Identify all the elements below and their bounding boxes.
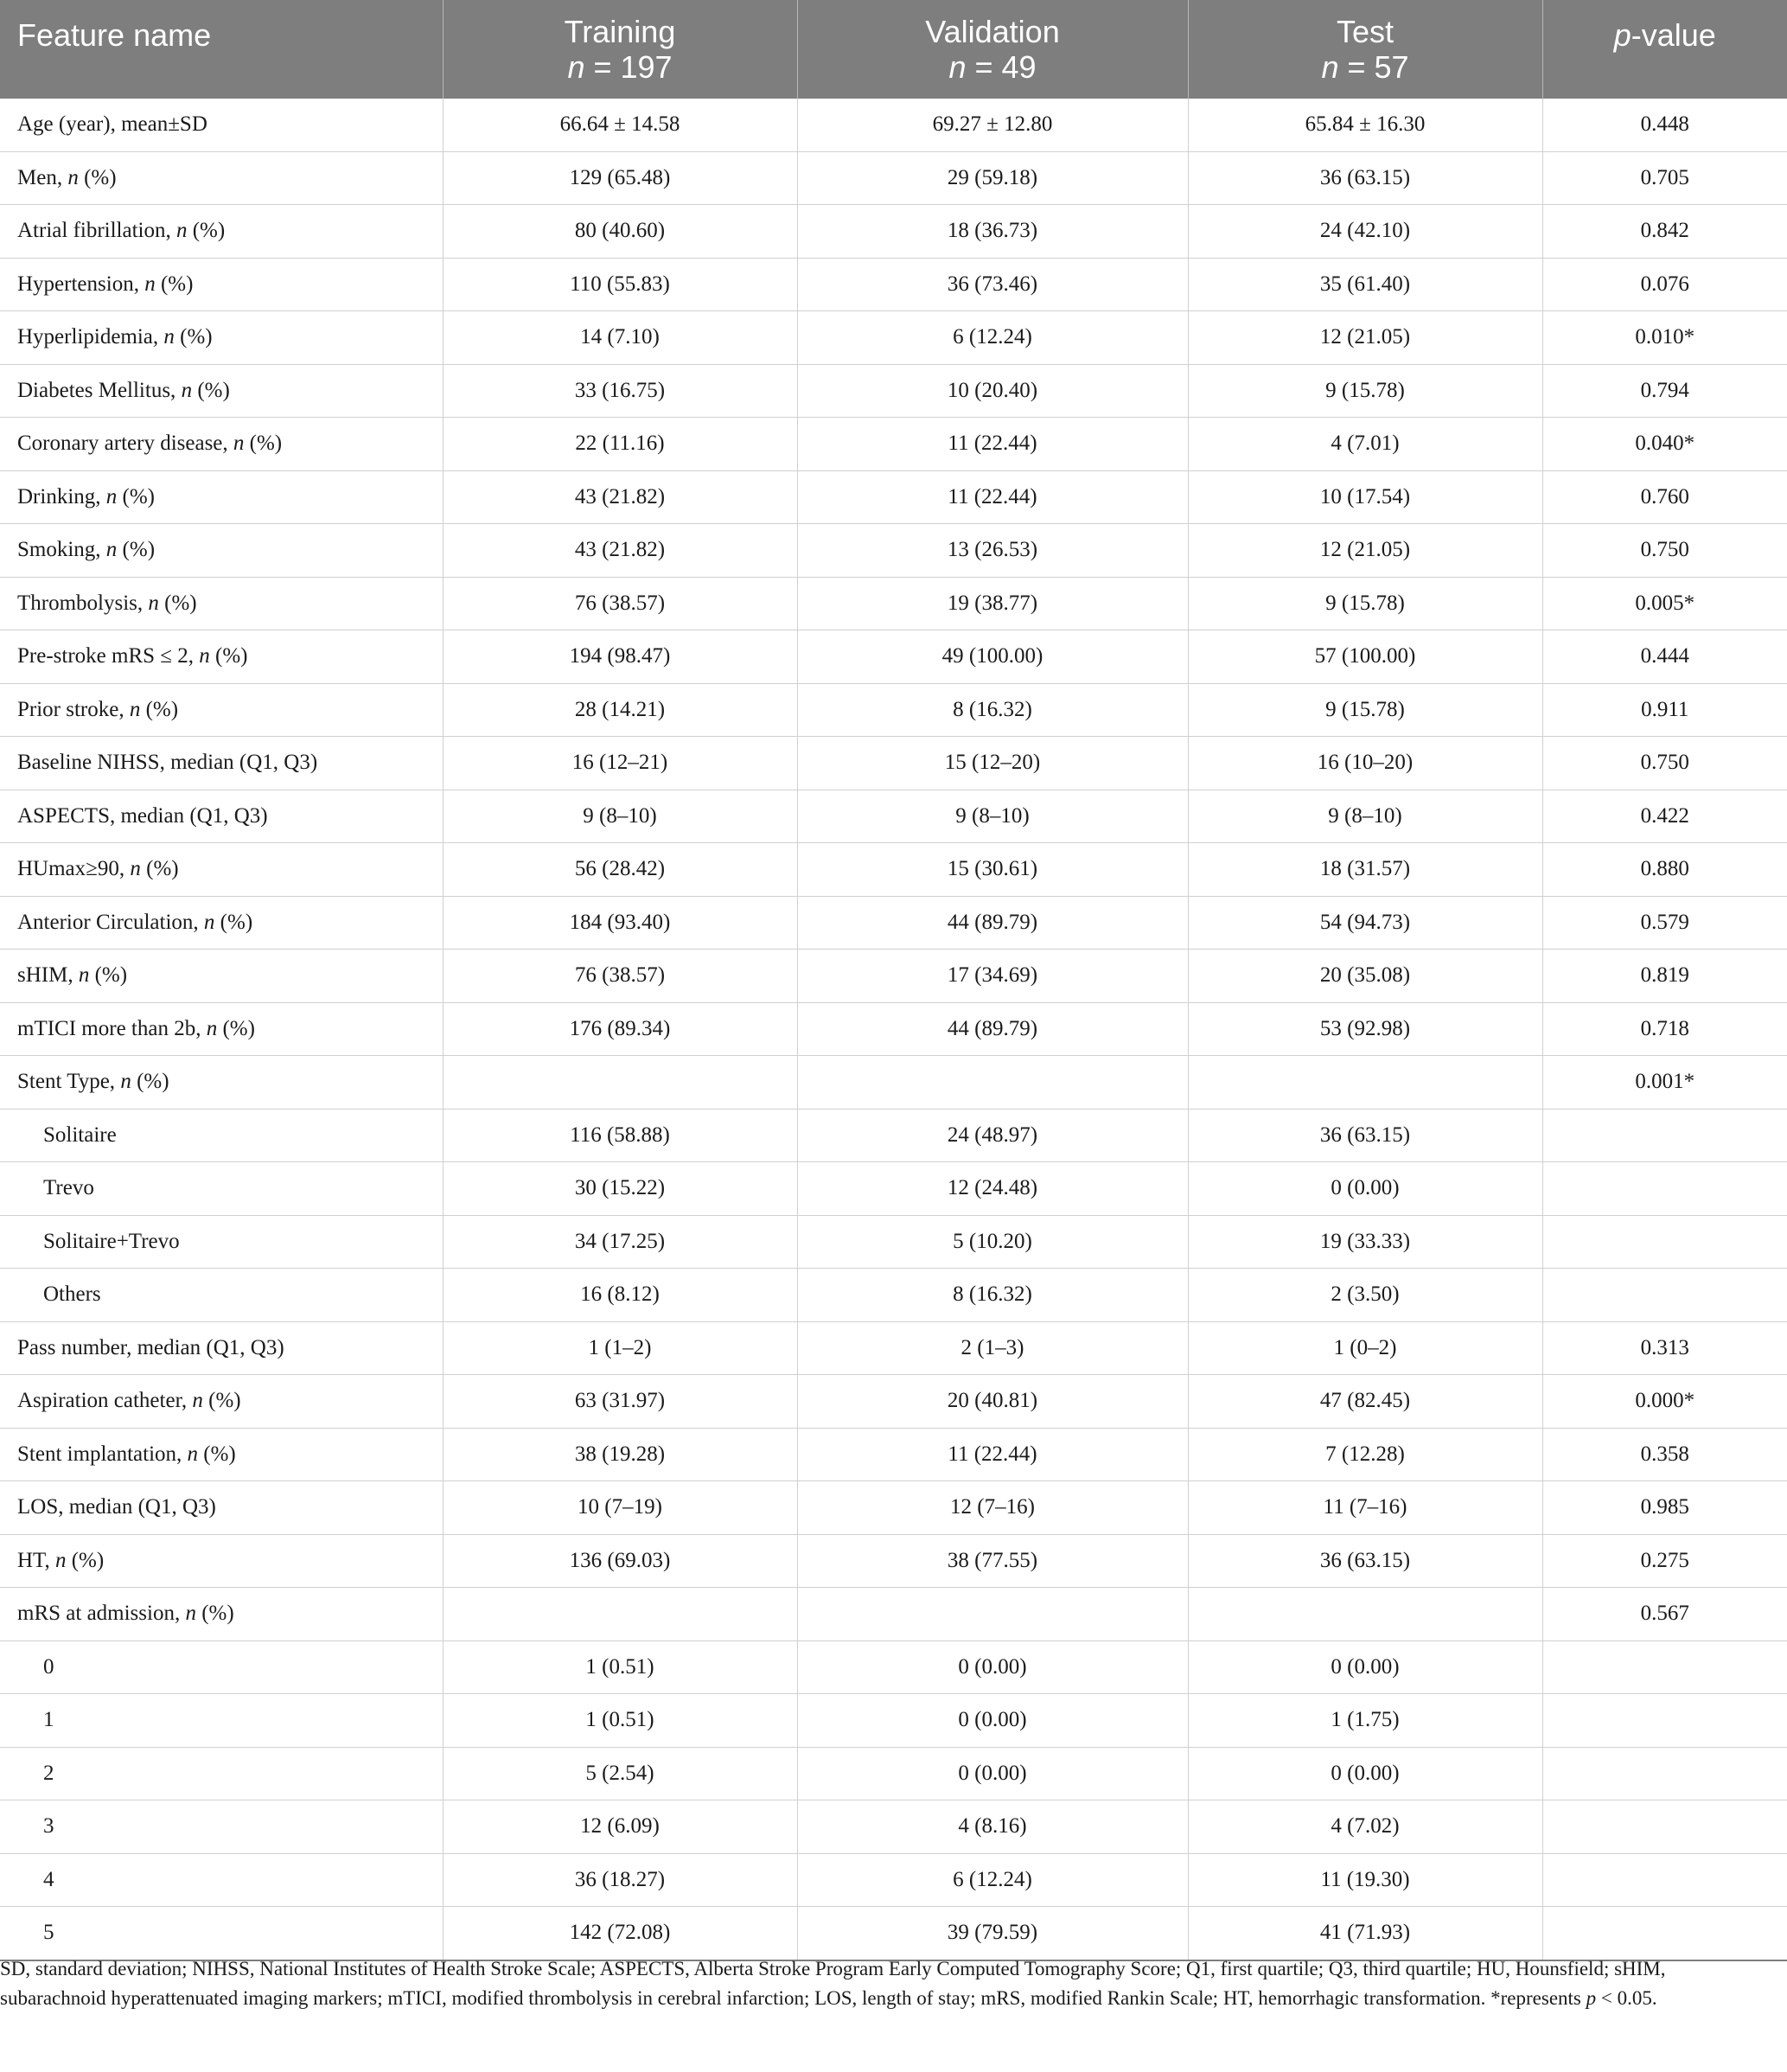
training-cell: 1 (0.51) bbox=[443, 1640, 797, 1694]
validation-cell: 44 (89.79) bbox=[797, 896, 1188, 950]
test-cell: 65.84 ± 16.30 bbox=[1188, 99, 1542, 151]
table-row bbox=[0, 1640, 1787, 1694]
feature-cell: Solitaire+Trevo bbox=[0, 1215, 443, 1269]
header-feature-name-label: Feature name bbox=[17, 17, 212, 53]
training-cell: 176 (89.34) bbox=[443, 1002, 797, 1056]
feature-cell: Stent implantation, n (%) bbox=[0, 1428, 443, 1481]
test-cell: 0 (0.00) bbox=[1188, 1640, 1542, 1694]
table-row bbox=[0, 364, 1787, 418]
header-training-label: Training bbox=[564, 14, 676, 49]
header-feature-name bbox=[0, 0, 443, 99]
training-cell: 30 (15.22) bbox=[443, 1162, 797, 1216]
validation-cell: 8 (16.32) bbox=[797, 1269, 1188, 1322]
feature-cell: Baseline NIHSS, median (Q1, Q3) bbox=[0, 737, 443, 790]
validation-cell: 9 (8–10) bbox=[797, 790, 1188, 843]
table-footnote bbox=[0, 1954, 1770, 2013]
validation-cell: 18 (36.73) bbox=[797, 205, 1188, 259]
training-cell: 28 (14.21) bbox=[443, 683, 797, 737]
feature-cell: Men, n (%) bbox=[0, 151, 443, 205]
feature-cell: Pass number, median (Q1, Q3) bbox=[0, 1321, 443, 1375]
p-value-cell: 0.880 bbox=[1542, 843, 1787, 897]
test-cell: 41 (71.93) bbox=[1188, 1907, 1542, 1960]
table-row bbox=[0, 524, 1787, 578]
test-cell: 2 (3.50) bbox=[1188, 1269, 1542, 1322]
validation-cell: 0 (0.00) bbox=[797, 1747, 1188, 1800]
table-row bbox=[0, 311, 1787, 365]
feature-cell: Smoking, n (%) bbox=[0, 524, 443, 578]
test-cell: 9 (8–10) bbox=[1188, 790, 1542, 843]
feature-cell: 4 bbox=[0, 1853, 443, 1907]
footnote-text: SD, standard deviation; NIHSS, National Institutes of Health Stroke Scale; ASPECTS, Alberta Stroke Program Early Computed Tomography Score; Q1, first quartile; Q3, third quartile; HU, Hounsfield; sHIM, subarachnoid hyperattenuated imaging markers; mTICI, modified thrombolysis in cerebral infarction; LOS, length of stay; mRS, modified Rankin Scale; HT, hemorrhagic transformation. *represents p < 0.05. bbox=[0, 1958, 1666, 2009]
table-row bbox=[0, 1588, 1787, 1641]
p-value-cell: 0.448 bbox=[1542, 99, 1787, 151]
p-value-cell: 0.819 bbox=[1542, 950, 1787, 1003]
table-row bbox=[0, 1800, 1787, 1854]
test-cell: 24 (42.10) bbox=[1188, 205, 1542, 259]
p-value-cell bbox=[1542, 1747, 1787, 1800]
training-cell: 80 (40.60) bbox=[443, 205, 797, 259]
validation-cell: 4 (8.16) bbox=[797, 1800, 1188, 1854]
validation-cell: 19 (38.77) bbox=[797, 577, 1188, 630]
validation-cell: 15 (30.61) bbox=[797, 843, 1188, 897]
table-header bbox=[0, 0, 1787, 99]
test-cell: 18 (31.57) bbox=[1188, 843, 1542, 897]
training-cell: 38 (19.28) bbox=[443, 1428, 797, 1481]
validation-cell: 0 (0.00) bbox=[797, 1694, 1188, 1748]
training-cell: 116 (58.88) bbox=[443, 1109, 797, 1162]
table-row bbox=[0, 1215, 1787, 1269]
p-value-cell: 0.750 bbox=[1542, 524, 1787, 578]
test-cell: 12 (21.05) bbox=[1188, 311, 1542, 365]
p-value-cell bbox=[1542, 1109, 1787, 1162]
p-value-cell bbox=[1542, 1694, 1787, 1748]
feature-cell: 2 bbox=[0, 1747, 443, 1800]
test-cell: 1 (0–2) bbox=[1188, 1321, 1542, 1375]
table-row bbox=[0, 258, 1787, 311]
table-body bbox=[0, 99, 1787, 1960]
p-value-cell bbox=[1542, 1269, 1787, 1322]
table-row bbox=[0, 1109, 1787, 1162]
training-cell bbox=[443, 1056, 797, 1110]
test-cell bbox=[1188, 1588, 1542, 1641]
p-value-cell: 0.794 bbox=[1542, 364, 1787, 418]
feature-cell: 5 bbox=[0, 1907, 443, 1960]
p-value-cell: 0.422 bbox=[1542, 790, 1787, 843]
validation-cell: 11 (22.44) bbox=[797, 418, 1188, 471]
test-cell: 9 (15.78) bbox=[1188, 364, 1542, 418]
validation-cell: 10 (20.40) bbox=[797, 364, 1188, 418]
p-value-cell: 0.705 bbox=[1542, 151, 1787, 205]
training-cell: 184 (93.40) bbox=[443, 896, 797, 950]
table-row bbox=[0, 737, 1787, 790]
test-cell: 9 (15.78) bbox=[1188, 577, 1542, 630]
test-cell: 12 (21.05) bbox=[1188, 524, 1542, 578]
training-cell: 56 (28.42) bbox=[443, 843, 797, 897]
test-cell: 20 (35.08) bbox=[1188, 950, 1542, 1003]
feature-cell: Prior stroke, n (%) bbox=[0, 683, 443, 737]
table-row bbox=[0, 950, 1787, 1003]
table-row bbox=[0, 1747, 1787, 1800]
table-row bbox=[0, 1481, 1787, 1535]
validation-cell: 15 (12–20) bbox=[797, 737, 1188, 790]
validation-cell: 36 (73.46) bbox=[797, 258, 1188, 311]
feature-cell: LOS, median (Q1, Q3) bbox=[0, 1481, 443, 1535]
training-cell: 43 (21.82) bbox=[443, 470, 797, 524]
p-value-cell: 0.275 bbox=[1542, 1534, 1787, 1588]
test-cell: 10 (17.54) bbox=[1188, 470, 1542, 524]
validation-cell: 49 (100.00) bbox=[797, 630, 1188, 684]
p-value-cell: 0.010* bbox=[1542, 311, 1787, 365]
feature-cell: Pre-stroke mRS ≤ 2, n (%) bbox=[0, 630, 443, 684]
validation-cell bbox=[797, 1588, 1188, 1641]
validation-cell: 5 (10.20) bbox=[797, 1215, 1188, 1269]
p-value-cell: 0.358 bbox=[1542, 1428, 1787, 1481]
p-value-cell bbox=[1542, 1215, 1787, 1269]
feature-cell: 0 bbox=[0, 1640, 443, 1694]
validation-cell: 39 (79.59) bbox=[797, 1907, 1188, 1960]
table-row bbox=[0, 1853, 1787, 1907]
training-cell: 5 (2.54) bbox=[443, 1747, 797, 1800]
feature-cell: Hypertension, n (%) bbox=[0, 258, 443, 311]
test-cell: 9 (15.78) bbox=[1188, 683, 1542, 737]
table-row bbox=[0, 1428, 1787, 1481]
feature-cell: Diabetes Mellitus, n (%) bbox=[0, 364, 443, 418]
validation-cell: 12 (24.48) bbox=[797, 1162, 1188, 1216]
table-row bbox=[0, 151, 1787, 205]
training-cell: 1 (0.51) bbox=[443, 1694, 797, 1748]
header-test bbox=[1188, 0, 1542, 99]
feature-cell: Others bbox=[0, 1269, 443, 1322]
training-cell: 142 (72.08) bbox=[443, 1907, 797, 1960]
p-value-cell bbox=[1542, 1907, 1787, 1960]
training-cell: 22 (11.16) bbox=[443, 418, 797, 471]
validation-cell: 12 (7–16) bbox=[797, 1481, 1188, 1535]
training-cell: 12 (6.09) bbox=[443, 1800, 797, 1854]
p-value-cell: 0.718 bbox=[1542, 1002, 1787, 1056]
header-validation-label: Validation bbox=[925, 14, 1060, 49]
table-row bbox=[0, 1162, 1787, 1216]
p-value-cell bbox=[1542, 1640, 1787, 1694]
p-value-cell: 0.001* bbox=[1542, 1056, 1787, 1110]
test-cell: 1 (1.75) bbox=[1188, 1694, 1542, 1748]
test-cell: 11 (19.30) bbox=[1188, 1853, 1542, 1907]
feature-cell: ASPECTS, median (Q1, Q3) bbox=[0, 790, 443, 843]
table-row bbox=[0, 843, 1787, 897]
feature-cell: sHIM, n (%) bbox=[0, 950, 443, 1003]
header-test-n: n = 57 bbox=[1321, 49, 1409, 85]
training-cell: 10 (7–19) bbox=[443, 1481, 797, 1535]
header-test-label: Test bbox=[1336, 14, 1394, 49]
test-cell: 36 (63.15) bbox=[1188, 151, 1542, 205]
validation-cell: 6 (12.24) bbox=[797, 311, 1188, 365]
p-value-cell: 0.076 bbox=[1542, 258, 1787, 311]
validation-cell: 20 (40.81) bbox=[797, 1375, 1188, 1429]
p-value-cell bbox=[1542, 1800, 1787, 1854]
header-training-n: n = 197 bbox=[567, 49, 673, 85]
validation-cell: 44 (89.79) bbox=[797, 1002, 1188, 1056]
test-cell: 47 (82.45) bbox=[1188, 1375, 1542, 1429]
table-row bbox=[0, 1534, 1787, 1588]
feature-cell: Anterior Circulation, n (%) bbox=[0, 896, 443, 950]
test-cell: 36 (63.15) bbox=[1188, 1534, 1542, 1588]
table-row bbox=[0, 683, 1787, 737]
test-cell: 0 (0.00) bbox=[1188, 1162, 1542, 1216]
header-p-value-label: p-value bbox=[1613, 17, 1716, 53]
test-cell: 54 (94.73) bbox=[1188, 896, 1542, 950]
training-cell: 76 (38.57) bbox=[443, 950, 797, 1003]
training-cell: 1 (1–2) bbox=[443, 1321, 797, 1375]
table-row bbox=[0, 1694, 1787, 1748]
feature-cell: Stent Type, n (%) bbox=[0, 1056, 443, 1110]
validation-cell: 0 (0.00) bbox=[797, 1640, 1188, 1694]
feature-cell: Coronary artery disease, n (%) bbox=[0, 418, 443, 471]
p-value-cell: 0.911 bbox=[1542, 683, 1787, 737]
feature-cell: Thrombolysis, n (%) bbox=[0, 577, 443, 630]
feature-cell: Aspiration catheter, n (%) bbox=[0, 1375, 443, 1429]
table-row bbox=[0, 790, 1787, 843]
feature-cell: Age (year), mean±SD bbox=[0, 99, 443, 151]
validation-cell: 2 (1–3) bbox=[797, 1321, 1188, 1375]
test-cell: 19 (33.33) bbox=[1188, 1215, 1542, 1269]
feature-cell: Atrial fibrillation, n (%) bbox=[0, 205, 443, 259]
training-cell: 16 (8.12) bbox=[443, 1269, 797, 1322]
validation-cell: 17 (34.69) bbox=[797, 950, 1188, 1003]
p-value-cell: 0.313 bbox=[1542, 1321, 1787, 1375]
table-row bbox=[0, 896, 1787, 950]
p-value-cell: 0.000* bbox=[1542, 1375, 1787, 1429]
test-cell: 16 (10–20) bbox=[1188, 737, 1542, 790]
validation-cell: 29 (59.18) bbox=[797, 151, 1188, 205]
training-cell: 16 (12–21) bbox=[443, 737, 797, 790]
training-cell: 9 (8–10) bbox=[443, 790, 797, 843]
training-cell: 63 (31.97) bbox=[443, 1375, 797, 1429]
p-value-cell: 0.005* bbox=[1542, 577, 1787, 630]
validation-cell bbox=[797, 1056, 1188, 1110]
header-p-value bbox=[1542, 0, 1787, 99]
validation-cell: 13 (26.53) bbox=[797, 524, 1188, 578]
table-row bbox=[0, 470, 1787, 524]
training-cell: 129 (65.48) bbox=[443, 151, 797, 205]
training-cell bbox=[443, 1588, 797, 1641]
p-value-cell bbox=[1542, 1162, 1787, 1216]
training-cell: 66.64 ± 14.58 bbox=[443, 99, 797, 151]
table-row bbox=[0, 1907, 1787, 1960]
training-cell: 136 (69.03) bbox=[443, 1534, 797, 1588]
test-cell: 4 (7.01) bbox=[1188, 418, 1542, 471]
feature-cell: 3 bbox=[0, 1800, 443, 1854]
table-row bbox=[0, 205, 1787, 259]
header-training bbox=[443, 0, 797, 99]
validation-cell: 8 (16.32) bbox=[797, 683, 1188, 737]
header-validation-n: n = 49 bbox=[948, 49, 1037, 85]
p-value-cell: 0.750 bbox=[1542, 737, 1787, 790]
test-cell: 4 (7.02) bbox=[1188, 1800, 1542, 1854]
validation-cell: 6 (12.24) bbox=[797, 1853, 1188, 1907]
p-value-cell: 0.985 bbox=[1542, 1481, 1787, 1535]
table-row bbox=[0, 418, 1787, 471]
training-cell: 36 (18.27) bbox=[443, 1853, 797, 1907]
table-row bbox=[0, 1002, 1787, 1056]
table-row bbox=[0, 99, 1787, 151]
validation-cell: 11 (22.44) bbox=[797, 1428, 1188, 1481]
feature-cell: 1 bbox=[0, 1694, 443, 1748]
p-value-cell: 0.842 bbox=[1542, 205, 1787, 259]
validation-cell: 11 (22.44) bbox=[797, 470, 1188, 524]
header-validation bbox=[797, 0, 1188, 99]
p-value-cell: 0.579 bbox=[1542, 896, 1787, 950]
test-cell: 35 (61.40) bbox=[1188, 258, 1542, 311]
test-cell: 11 (7–16) bbox=[1188, 1481, 1542, 1535]
training-cell: 43 (21.82) bbox=[443, 524, 797, 578]
feature-cell: Solitaire bbox=[0, 1109, 443, 1162]
test-cell bbox=[1188, 1056, 1542, 1110]
test-cell: 57 (100.00) bbox=[1188, 630, 1542, 684]
feature-cell: Trevo bbox=[0, 1162, 443, 1216]
training-cell: 110 (55.83) bbox=[443, 258, 797, 311]
p-value-cell bbox=[1542, 1853, 1787, 1907]
header-row bbox=[0, 0, 1787, 99]
training-cell: 34 (17.25) bbox=[443, 1215, 797, 1269]
p-value-cell: 0.567 bbox=[1542, 1588, 1787, 1641]
table-row bbox=[0, 1375, 1787, 1429]
p-value-cell: 0.040* bbox=[1542, 418, 1787, 471]
feature-cell: mTICI more than 2b, n (%) bbox=[0, 1002, 443, 1056]
test-cell: 53 (92.98) bbox=[1188, 1002, 1542, 1056]
validation-cell: 69.27 ± 12.80 bbox=[797, 99, 1188, 151]
feature-cell: Drinking, n (%) bbox=[0, 470, 443, 524]
training-cell: 14 (7.10) bbox=[443, 311, 797, 365]
p-value-cell: 0.760 bbox=[1542, 470, 1787, 524]
training-cell: 33 (16.75) bbox=[443, 364, 797, 418]
training-cell: 76 (38.57) bbox=[443, 577, 797, 630]
feature-cell: HUmax≥90, n (%) bbox=[0, 843, 443, 897]
table-row bbox=[0, 1056, 1787, 1110]
feature-cell: HT, n (%) bbox=[0, 1534, 443, 1588]
p-value-cell: 0.444 bbox=[1542, 630, 1787, 684]
table-row bbox=[0, 1269, 1787, 1322]
test-cell: 36 (63.15) bbox=[1188, 1109, 1542, 1162]
validation-cell: 24 (48.97) bbox=[797, 1109, 1188, 1162]
table-row bbox=[0, 1321, 1787, 1375]
table-row bbox=[0, 630, 1787, 684]
feature-cell: mRS at admission, n (%) bbox=[0, 1588, 443, 1641]
feature-cell: Hyperlipidemia, n (%) bbox=[0, 311, 443, 365]
test-cell: 7 (12.28) bbox=[1188, 1428, 1542, 1481]
validation-cell: 38 (77.55) bbox=[797, 1534, 1188, 1588]
table-row bbox=[0, 577, 1787, 630]
test-cell: 0 (0.00) bbox=[1188, 1747, 1542, 1800]
training-cell: 194 (98.47) bbox=[443, 630, 797, 684]
